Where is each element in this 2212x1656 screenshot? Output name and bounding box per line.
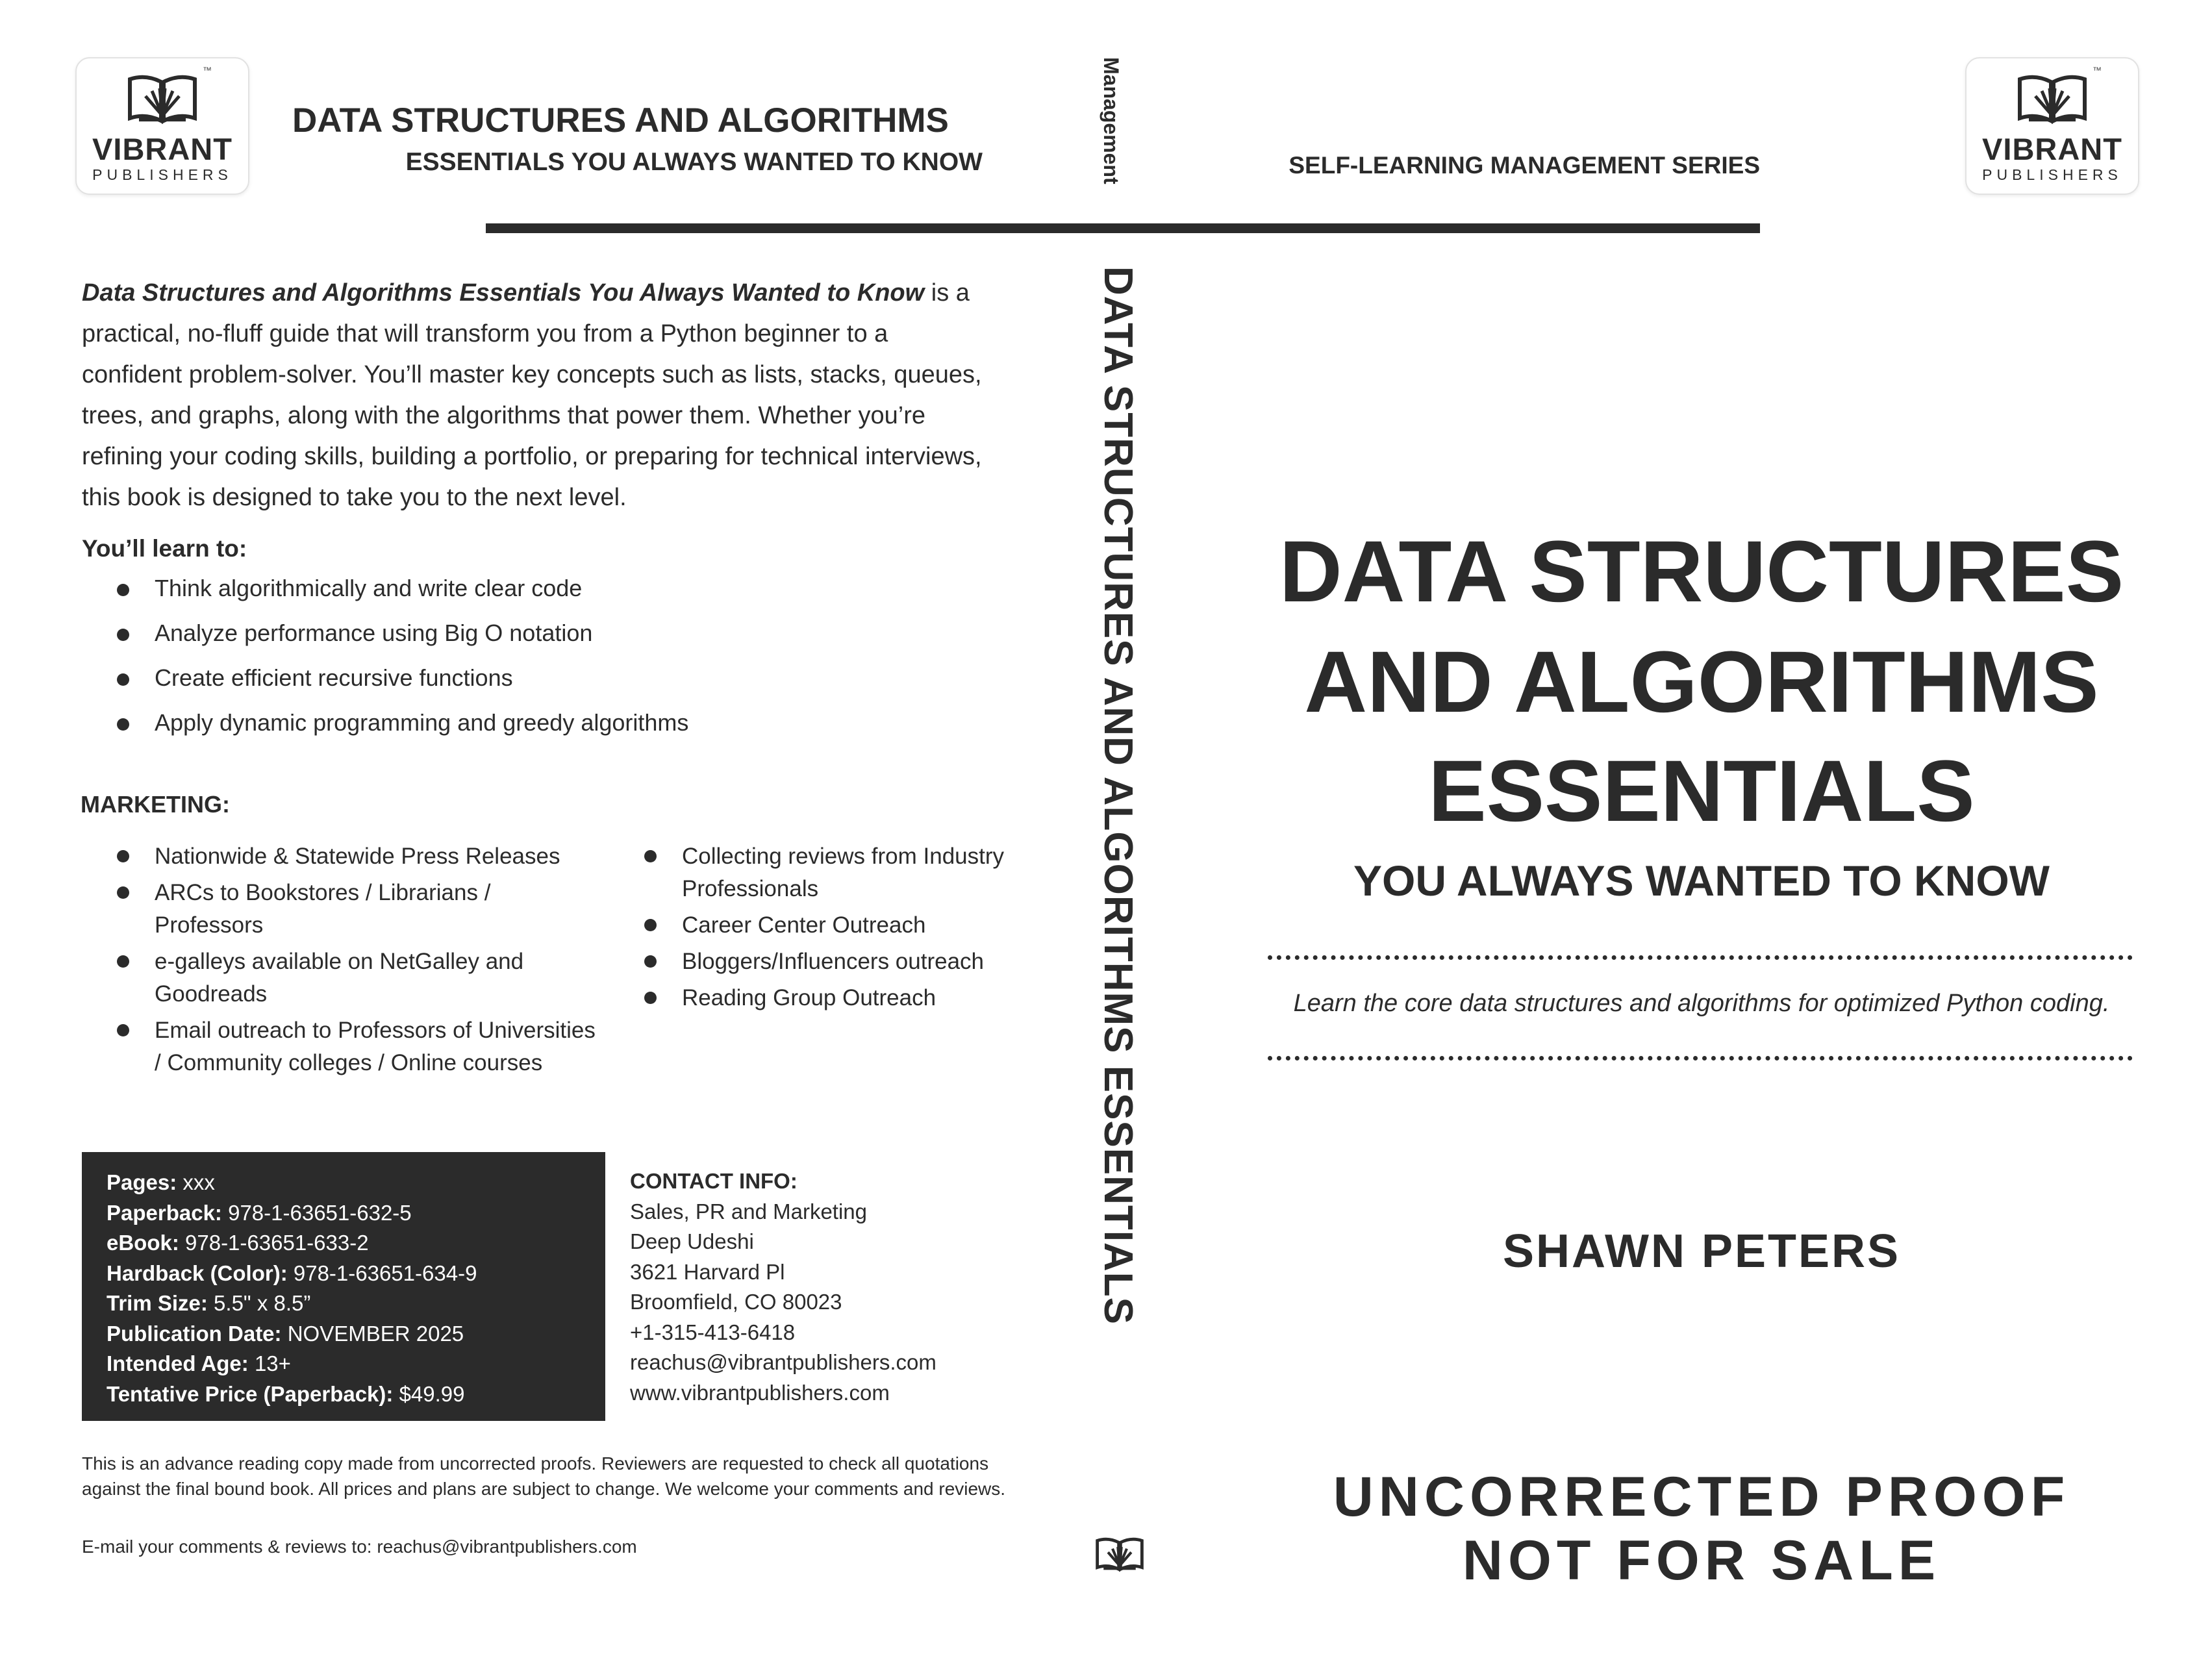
publisher-logo-left [75,57,249,195]
dotted-divider [1268,1056,2133,1060]
contact-heading: CONTACT INFO: [630,1169,798,1193]
info-row: Paperback: 978-1-63651-632-5 [107,1200,412,1225]
book-info-box [82,1152,605,1421]
proof-notice-line-1: UNCORRECTED PROOF [1333,1466,2070,1528]
contact-line: 3621 Harvard Pl [630,1259,785,1284]
list-item: Email outreach to Professors of Universities / Community colleges / Online courses [117,1014,597,1079]
spine-logo [1094,1533,1146,1579]
info-row: Pages: xxx [107,1170,215,1194]
list-item: Analyze performance using Big O notation [117,620,961,646]
marketing-list-1 [117,840,597,1083]
logo-trademark: ™ [203,65,212,75]
publisher-logo-right [1965,57,2139,195]
description-title: Data Structures and Algorithms Essentials You Always Wanted to Know [82,279,925,307]
logo-sub: PUBLISHERS [92,166,233,183]
front-subtitle: YOU ALWAYS WANTED TO KNOW [1353,857,2050,905]
list-item: Nationwide & Statewide Press Releases [117,840,597,873]
list-item: Create efficient recursive functions [117,665,961,691]
contact-email: reachus@vibrantpublishers.com [630,1350,936,1374]
list-item: Bloggers/Influencers outreach [644,946,1008,978]
disclaimer: This is an advance reading copy made from uncorrected proofs. Reviewers are requested to check all quotations against the final bound book. All prices and plans are subject to change. We welcome your comments and reviews. [82,1453,1006,1499]
contact-line: Sales, PR and Marketing [630,1199,868,1223]
series-name: SELF-LEARNING MANAGEMENT SERIES [1288,152,1760,179]
info-row: Hardback (Color): 978-1-63651-634-9 [107,1261,477,1285]
dotted-divider [1268,955,2133,960]
author-name: SHAWN PETERS [1502,1225,1901,1277]
contact-info [630,1166,1033,1408]
logo-trademark: ™ [2093,65,2102,75]
book-logo-icon [126,68,199,130]
front-title-line-2: AND ALGORITHMS [1304,634,2099,731]
book-logo-icon [2016,68,2089,130]
logo-sub: PUBLISHERS [1982,166,2122,183]
spine-category: Management [1100,57,1123,184]
book-logo-icon [1094,1533,1146,1575]
list-item: Career Center Outreach [644,909,1008,942]
header-title: DATA STRUCTURES AND ALGORITHMS [292,101,949,140]
contact-line: Deep Udeshi [630,1229,754,1253]
spine-title: DATA STRUCTURES AND ALGORITHMS ESSENTIALS [1096,266,1140,1325]
learn-heading: You’ll learn to: [82,535,247,562]
info-row: Trim Size: 5.5" x 8.5” [107,1291,311,1315]
list-item: Reading Group Outreach [644,982,1008,1014]
front-title-line-1: DATA STRUCTURES [1279,523,2124,620]
info-row: Tentative Price (Paperback): $49.99 [107,1381,465,1406]
contact-website: www.vibrantpublishers.com [630,1380,890,1405]
logo-name: VIBRANT [92,132,233,166]
front-tagline: Learn the core data structures and algorithms for optimized Python coding. [1293,990,2110,1017]
info-row: Intended Age: 13+ [107,1351,291,1375]
header-rule [486,223,1760,233]
logo-name: VIBRANT [1982,132,2122,166]
contact-line: Broomfield, CO 80023 [630,1290,842,1314]
list-item: Collecting reviews from Industry Professionals [644,840,1008,905]
front-title-line-3: ESSENTIALS [1428,743,1975,840]
proof-notice-line-2: NOT FOR SALE [1462,1529,1941,1592]
marketing-list-2 [644,840,1008,1018]
info-row: Publication Date: NOVEMBER 2025 [107,1321,464,1346]
book-description [82,273,991,518]
marketing-heading: MARKETING: [81,791,230,818]
review-email-line: E-mail your comments & reviews to: reachus@vibrantpublishers.com [82,1537,637,1557]
list-item: Apply dynamic programming and greedy algorithms [117,710,961,736]
description-body: is a practical, no-fluff guide that will transform you from a Python beginner to a confident problem-solver. You’ll master key concepts such as lists, stacks, queues, trees, and graphs, along with the algorithms that power them. Whether you’re refining your coding skills, building a portfolio, or preparing for technical interviews, this book is designed to take you to the next level. [82,279,982,511]
list-item: ARCs to Bookstores / Librarians / Professors [117,877,597,942]
contact-phone: +1-315-413-6418 [630,1320,796,1344]
learn-list [117,575,961,755]
info-row: eBook: 978-1-63651-633-2 [107,1231,369,1255]
list-item: e-galleys available on NetGalley and Goodreads [117,946,597,1010]
header-subtitle: ESSENTIALS YOU ALWAYS WANTED TO KNOW [405,148,983,176]
list-item: Think algorithmically and write clear code [117,575,961,601]
